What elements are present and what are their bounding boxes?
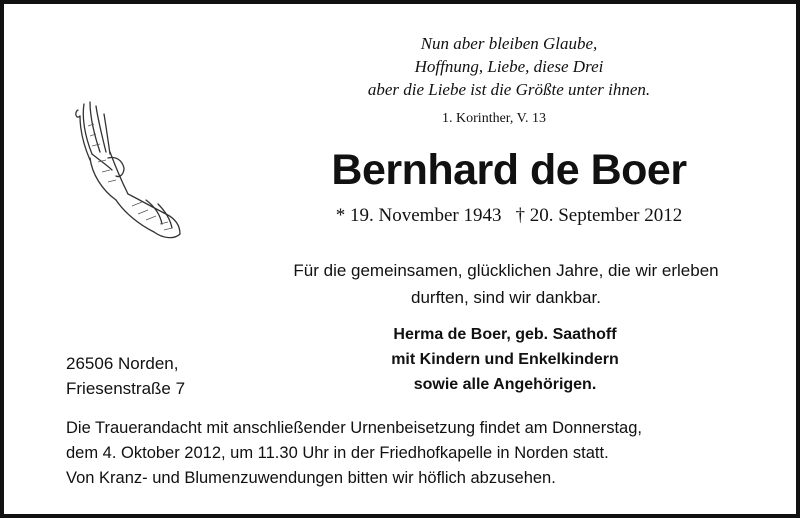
praying-hands-icon (62, 96, 202, 246)
mourner-line: mit Kindern und Enkelkindern (391, 351, 619, 368)
quote-line: Hoffnung, Liebe, diese Drei (414, 57, 604, 76)
family-address (66, 351, 266, 401)
address-line: 26506 Norden, (66, 354, 179, 373)
life-dates (304, 205, 714, 227)
quote-source: 1. Korinther, V. 13 (442, 111, 546, 126)
quote-line: Nun aber bleiben Glaube, (420, 34, 598, 53)
death-date: † 20. September 2012 (515, 205, 683, 226)
funeral-notice (66, 416, 756, 491)
mourner-line: Herma de Boer, geb. Saathoff (393, 326, 617, 343)
bible-quote (304, 32, 714, 101)
quote-line: aber die Liebe ist die Größte unter ihnen. (367, 80, 651, 99)
thanks-line: durften, sind wir dankbar. (411, 288, 601, 307)
thanks-line: Für die gemeinsamen, glücklichen Jahre, die wir erleben (293, 261, 719, 280)
notice-line: Die Trauerandacht mit anschließender Urnenbeisetzung findet am Donnerstag, (66, 419, 642, 437)
mourner-line: sowie alle Angehörigen. (413, 376, 597, 393)
mourners (320, 322, 690, 397)
notice-line: dem 4. Oktober 2012, um 11.30 Uhr in der Friedhofkapelle in Norden statt. (66, 444, 609, 462)
birth-date: * 19. November 1943 (335, 205, 502, 226)
thanks-text (256, 257, 756, 311)
notice-line: Von Kranz- und Blumenzuwendungen bitten wir höflich abzusehen. (66, 469, 556, 487)
address-line: Friesenstraße 7 (66, 379, 186, 398)
deceased-name: Bernhard de Boer (331, 146, 687, 194)
